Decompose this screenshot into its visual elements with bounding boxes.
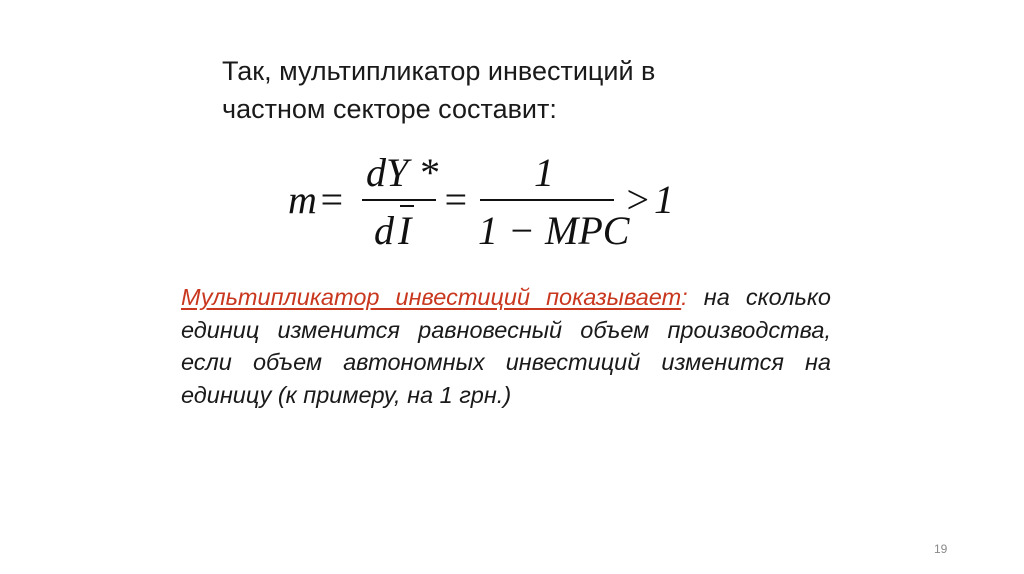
formula-greater-than: >: [624, 177, 651, 222]
formula-lhs-var: m: [288, 177, 317, 222]
formula-denominator-I: I: [398, 208, 412, 253]
formula-svg: [280, 150, 700, 260]
multiplier-formula: [280, 150, 700, 260]
intro-text: [222, 52, 782, 128]
formula-equals-2: =: [442, 177, 469, 222]
definition-term: Мультипликатор инвестиций показывает: [181, 284, 682, 310]
definition-paragraph: [181, 281, 831, 411]
definition-body: на сколько единиц изменится равновесный объем производства, если объем автономных инвестиций изменится на единицу (к примеру, на 1 грн.): [181, 284, 831, 408]
formula-denominator-d: d: [374, 208, 394, 253]
formula-rhs: 1: [654, 177, 674, 222]
formula-equals-1: =: [318, 177, 345, 222]
intro-line-2: частном секторе составит:: [222, 94, 557, 124]
definition-colon: :: [681, 284, 688, 310]
formula-numerator-2: 1: [534, 150, 554, 195]
page-number: 19: [934, 542, 948, 556]
formula-numerator-1: dY *: [366, 150, 439, 195]
intro-line-1: Так, мультипликатор инвестиций в: [222, 56, 656, 86]
formula-denominator-2: 1 − MPC: [478, 208, 630, 253]
